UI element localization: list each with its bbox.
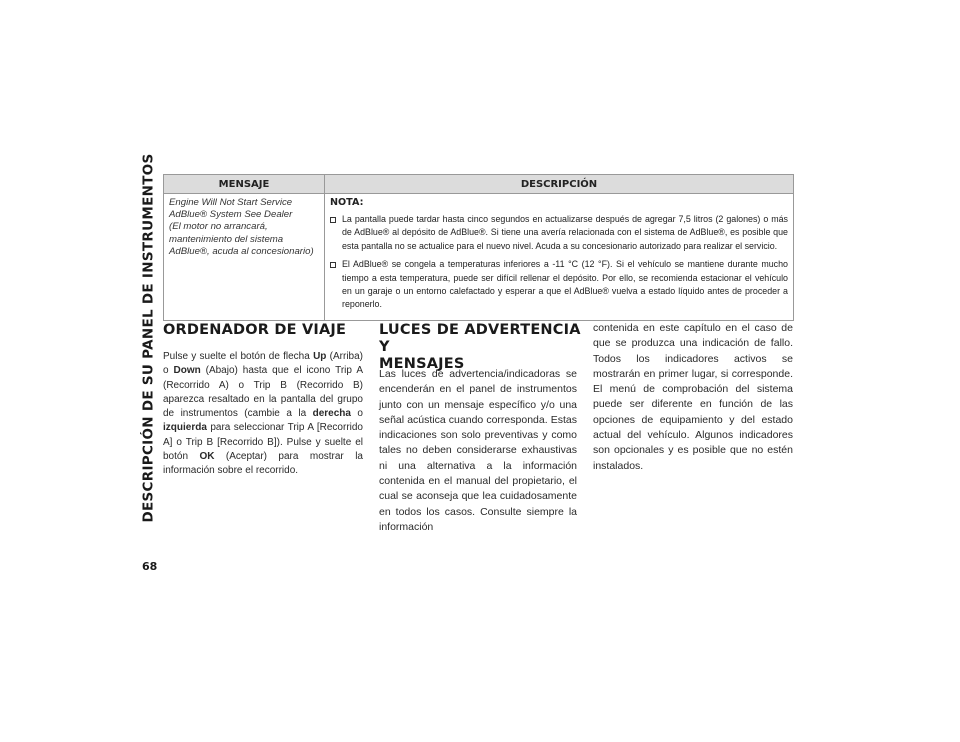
- message-line: AdBlue® System See Dealer: [169, 209, 293, 221]
- warnings-heading-line: LUCES DE ADVERTENCIA Y: [379, 322, 581, 355]
- right-keyword: derecha: [312, 408, 351, 420]
- ok-keyword: OK: [199, 451, 215, 463]
- header-descripcion: DESCRIPCIÓN: [325, 175, 794, 194]
- message-line: AdBlue®, acuda al concesionario): [169, 245, 314, 257]
- trip-computer-paragraph: Pulse y suelte el botón de flecha Up (Arriba) o Down (Abajo) hasta que el icono Trip A (Recorrido A) o Trip B (Recorrido B) aparezca resaltado en la pantalla del grupo de instrumentos (cambie a la derecha o izquierda para seleccionar Trip A [Recorrido A] o Trip B [Recorrido B]). Pulse y suelte el botón OK (Aceptar) para mostrar la información sobre el recorrido.: [163, 351, 363, 477]
- warnings-heading: [379, 322, 589, 373]
- side-chapter-title-text: DESCRIPCIÓN DE SU PANEL DE INSTRUMENTOS: [140, 152, 157, 523]
- page-number: 68: [142, 560, 158, 573]
- note-bullet: [330, 213, 788, 253]
- down-keyword: Down: [173, 365, 201, 377]
- description-cell: [325, 194, 794, 321]
- table-row: [164, 194, 794, 321]
- message-line: (El motor no arrancará,: [169, 221, 268, 233]
- trip-computer-heading: ORDENADOR DE VIAJE: [163, 322, 347, 338]
- header-mensaje: MENSAJE: [164, 175, 325, 194]
- warnings-paragraph-col2: Las luces de advertencia/indicadoras se encenderán en el panel de instrumentos junto con un mensaje específico y/o una señal acústica cuando corresponda. Estas indicaciones son solo preventivas y como tales no deben considerarse exhaustivas ni una alternativa a la información contenida en el manual del propietario, el cual se aconseja que lea cuidadosamente en todos los casos. Consulte siempre la información: [379, 368, 577, 533]
- message-line: mantenimiento del sistema: [169, 233, 284, 245]
- note-bullet-text: La pantalla puede tardar hasta cinco segundos en actualizarse después de agregar 7,5 litros (2 galones) o más de AdBlue® al depósito de AdBlue®. Si tiene una avería relacionada con el sistema de AdBlue®, es posible que esta pantalla no se actualice para el nuevo nivel. Acuda a su concesionario autorizado para realizar el servicio.: [342, 214, 788, 251]
- up-keyword: Up: [313, 351, 327, 362]
- square-bullet-icon: [330, 217, 336, 223]
- note-bullet: [330, 258, 788, 312]
- message-cell: [164, 194, 325, 321]
- left-keyword: izquierda: [163, 422, 207, 434]
- square-bullet-icon: [330, 262, 336, 268]
- note-label: NOTA:: [330, 197, 364, 208]
- message-line: Engine Will Not Start Service: [169, 197, 293, 208]
- note-bullet-text: El AdBlue® se congela a temperaturas inferiores a -11 °C (12 °F). Si el vehículo se mantiene durante mucho tiempo a esta temperatura, puede ser difícil rellenar el depósito. Por ello, se recomienda estacionar el vehículo en un garaje o un entorno calefactado y esperar a que el AdBlue® vuelva a estado líquido antes de proceder a reponerlo.: [342, 259, 788, 310]
- side-chapter-title: [128, 152, 168, 523]
- message-table: [163, 174, 794, 321]
- warnings-paragraph-col3: contenida en este capítulo en el caso de que se produzca una indicación de fallo. Todos los indicadores activos se mostrarán en primer lugar, si corresponde. El menú de comprobación del sistema puede ser diferente en función de las opciones de equipamiento y del estado actual del vehículo. Algunos indicadores son opcionales y es posible que no estén instalados.: [593, 322, 793, 472]
- table-header-row: [164, 175, 794, 194]
- warnings-heading-line: MENSAJES: [379, 356, 465, 372]
